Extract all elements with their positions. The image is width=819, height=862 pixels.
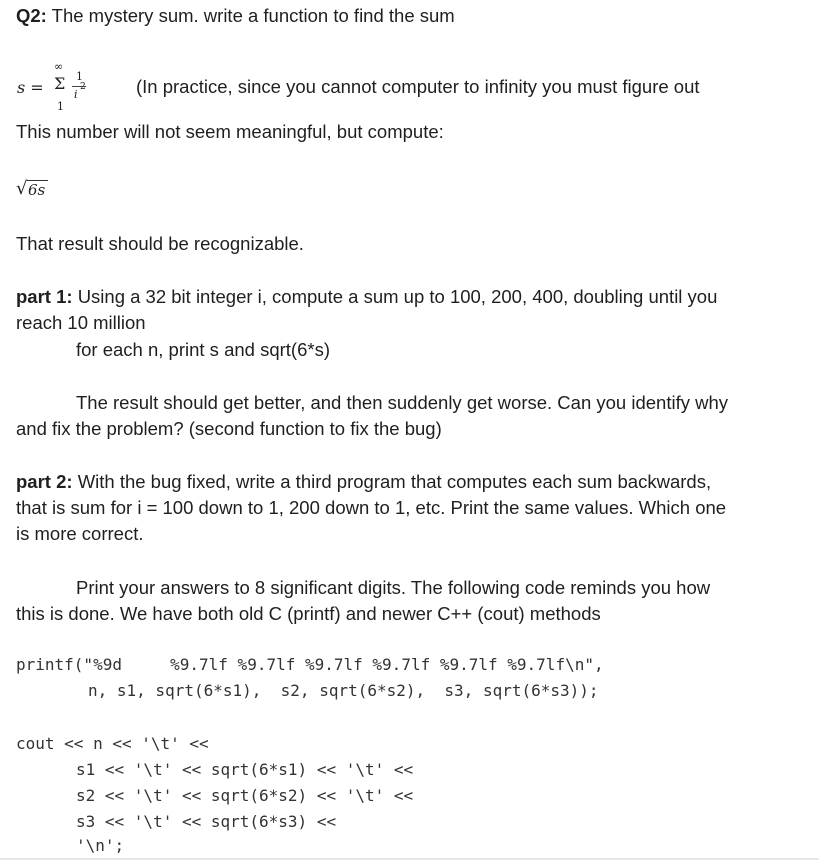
- formula-upper-limit: ∞: [54, 60, 64, 73]
- meaningful-text: This number will not seem meaningful, but compute:: [16, 121, 444, 142]
- formula-lhs: s =: [17, 78, 44, 97]
- formula-numerator: 1: [76, 70, 83, 83]
- sqrt-argument: 6s: [28, 181, 46, 199]
- part2-line-2: that is sum for i = 100 down to 1, 200 down to 1, etc. Print the same values. Which one: [16, 497, 727, 518]
- code-cout-1: cout << n << '\t' <<: [16, 734, 209, 753]
- part2-line-3: is more correct.: [16, 523, 144, 544]
- part2-label: part 2:: [16, 471, 73, 492]
- part1-label: part 1:: [16, 286, 73, 307]
- question-title: The mystery sum. write a function to find the sum: [51, 5, 455, 26]
- print-text-1: Print your answers to 8 significant digits. The following code reminds you how: [76, 577, 711, 598]
- sqrt-symbol: √: [16, 178, 28, 199]
- formula-lower-limit: 1: [57, 100, 64, 113]
- part1-line-1: [16, 284, 717, 310]
- code-cout-4: s3 << '\t' << sqrt(6*s3) <<: [76, 812, 337, 831]
- formula-denominator: i: [74, 88, 78, 101]
- print-text-2: this is done. We have both old C (printf) and newer C++ (cout) methods: [16, 603, 601, 624]
- code-printf-1: printf("%9d %9.7lf %9.7lf %9.7lf %9.7lf %9.7lf %9.7lf\n",: [16, 655, 604, 674]
- formula-sigma: Σ: [54, 74, 66, 93]
- formula-exponent: 2: [80, 82, 86, 92]
- code-cout-2: s1 << '\t' << sqrt(6*s1) << '\t' <<: [76, 760, 414, 779]
- part2-line-1: [16, 469, 711, 495]
- formula-note: (In practice, since you cannot computer to infinity you must figure out: [136, 76, 700, 97]
- code-cout-5: '\n';: [76, 836, 125, 855]
- part1-line-4: The result should get better, and then suddenly get worse. Can you identify why: [76, 392, 729, 413]
- part1-line-3: for each n, print s and sqrt(6*s): [76, 339, 330, 360]
- bottom-divider: [0, 858, 819, 860]
- question-label: Q2:: [16, 5, 47, 26]
- code-printf-2: n, s1, sqrt(6*s1), s2, sqrt(6*s2), s3, sqrt(6*s3));: [88, 681, 599, 700]
- part1-line-5: and fix the problem? (second function to fix the bug): [16, 418, 442, 439]
- recognizable-text: That result should be recognizable.: [16, 233, 304, 254]
- code-cout-3: s2 << '\t' << sqrt(6*s2) << '\t' <<: [76, 786, 414, 805]
- part1-line-2: reach 10 million: [16, 312, 146, 333]
- part2-text-1: With the bug fixed, write a third program that computes each sum backwards,: [77, 471, 712, 492]
- question-heading: [16, 3, 455, 29]
- part1-text-1: Using a 32 bit integer i, compute a sum up to 100, 200, 400, doubling until you: [77, 286, 718, 307]
